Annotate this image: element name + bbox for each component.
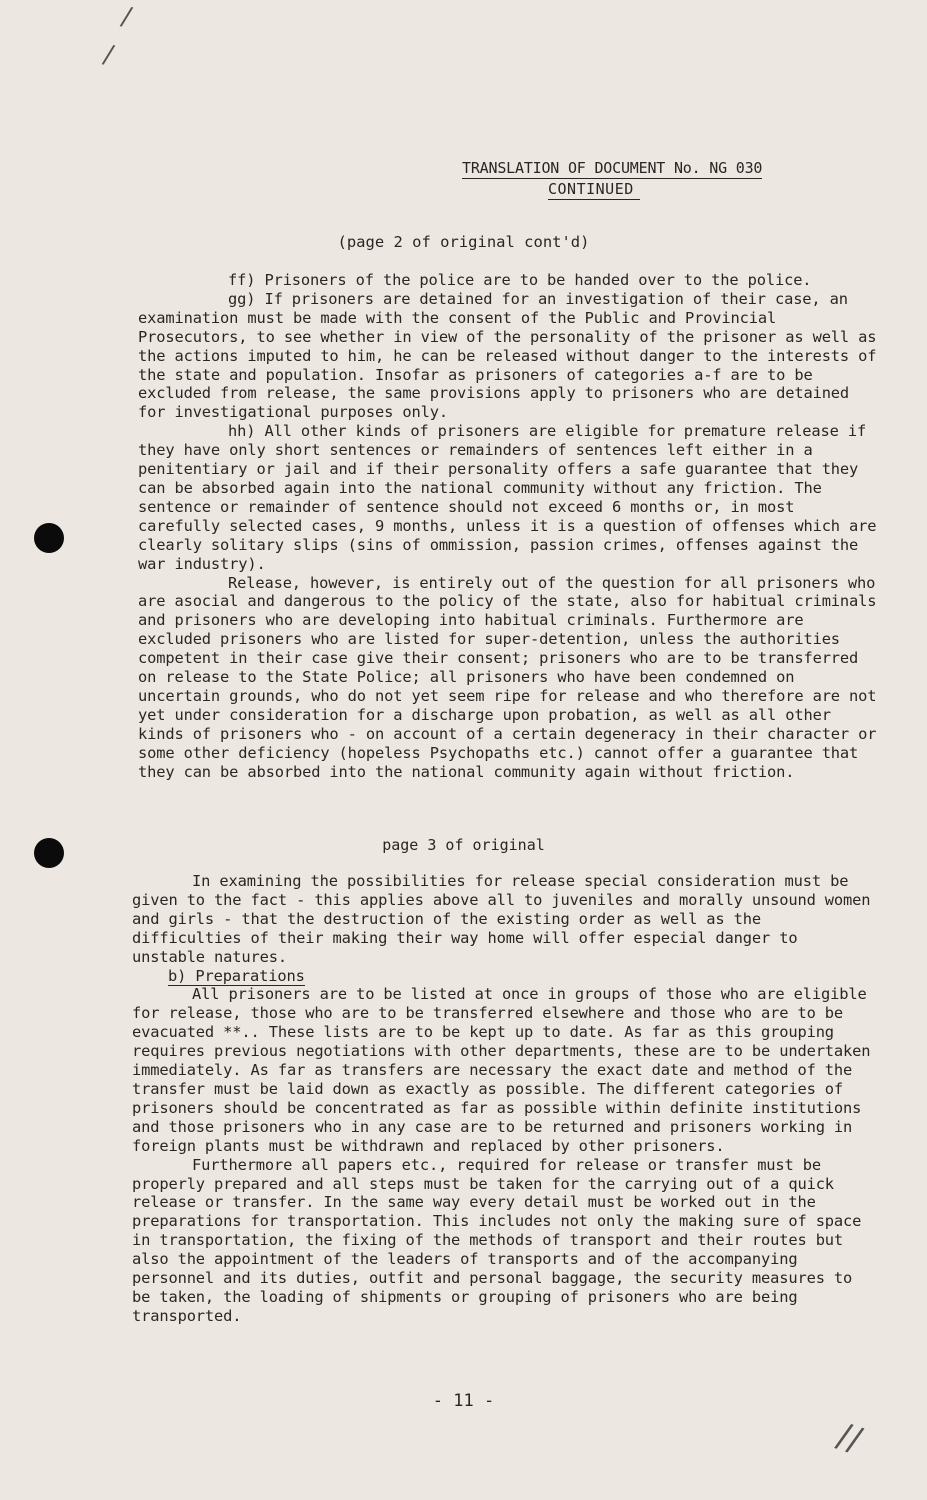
paragraph-release: Release, however, is entirely out of the question for all prisoners who are asocial and dangerous to the policy of the state, also for habitual criminals and prisoners who are developing into habitual criminals. Furthermore are excluded prisoners who are listed for super-detention, unless the authorities competent in their case give their consent; prisoners who are to be transferred on release to the State Police; all prisoners who have been condemned on uncertain grounds, who do not yet seem ripe for release and who therefore are not yet under consideration for a discharge upon probation, as well as all other kinds of prisoners who - on account of a certain degeneracy in their character or some other deficiency (hopeless Psychopaths etc.) cannot offer a guarantee that they can be absorbed into the national community again without friction. — [138, 573, 886, 781]
subheading-preparations — [132, 967, 876, 986]
paragraph-gg: gg) If prisoners are detained for an investigation of their case, an examination must be made with the consent of the Public and Provincial Prosecutors, to see whether in view of the personality of the prisoner as well as the actions imputed to him, he can be released without danger to the interests of the state and population. Insofar as prisoners of categories a-f are to be excluded from release, the same provisions apply to prisoners who are detained for investigational purposes only. — [138, 289, 886, 422]
header-title: TRANSLATION OF DOCUMENT No. NG 030 — [462, 159, 763, 177]
paragraph-all-prisoners: All prisoners are to be listed at once in groups of those who are eligible for release, those who are to be transferred elsewhere and those who are to be evacuated **.. These lists are to be kept up to date. As far as this grouping requires previous negotiations with other departments, these are to be undertaken immediately. As far as transfers are necessary the exact date and method of the transfer must be laid down as exactly as possible. The different categories of prisoners should be concentrated as far as possible within definite institutions and those prisoners who in any case are to be returned and prisoners working in foreign plants must be withdrawn and replaced by other prisoners. — [132, 985, 880, 1155]
margin-mark: / — [100, 39, 117, 71]
page-3-caption: page 3 of original — [382, 836, 545, 854]
paragraph-hh: hh) All other kinds of prisoners are eligible for premature release if they have only short sentences or remainders of sentences left either in a penitentiary or jail and if their personality offers a safe guarantee that they can be absorbed again into the national community without any friction. The sentence or remainder of sentence should not exceed 6 months or, in most carefully selected cases, 9 months, unless it is a question of offenses which are clearly solitary slips (sins of ommission, passion crimes, offenses against the war industry). — [138, 422, 886, 573]
page-2-caption: (page 2 of original cont'd) — [337, 233, 590, 251]
document-header — [462, 158, 792, 200]
paragraph-ff: ff) Prisoners of the police are to be handed over to the police. — [228, 271, 812, 289]
punch-hole — [34, 523, 64, 553]
section-2-body — [132, 872, 880, 1326]
subheading-text: b) Preparations — [168, 966, 305, 985]
page-number: - 11 - — [432, 1391, 495, 1411]
section-1-body — [138, 271, 886, 781]
margin-mark: / — [118, 1, 135, 33]
margin-mark: // — [832, 1415, 867, 1461]
header-continued: CONTINUED — [548, 179, 640, 200]
paragraph-examining: In examining the possibilities for release special consideration must be given to the fact - this applies above all to juveniles and morally unsound women and girls - that the destruction of the existing order as well as the difficulties of their making their way home will offer especial danger to unstable natures. — [132, 872, 880, 966]
paragraph-furthermore: Furthermore all papers etc., required for release or transfer must be properly prepared and all steps must be taken for the carrying out of a quick release or transfer. In the same way every detail must be worked out in the preparations for transportation. This includes not only the making sure of space in transportation, the fixing of the methods of transport and their routes but also the appointment of the leaders of transports and of the accompanying personnel and its duties, outfit and personal baggage, the security measures to be taken, the loading of shipments or grouping of prisoners who are being transported. — [132, 1155, 871, 1325]
